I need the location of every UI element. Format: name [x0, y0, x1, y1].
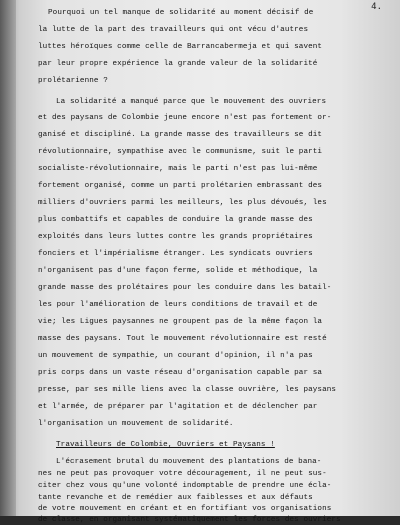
text-line: n'organisent pas d'une façon ferme, solide et méthodique, la	[38, 267, 318, 275]
section-heading: Travailleurs de Colombie, Ouvriers et Paysans !	[56, 441, 275, 449]
text-line: révolutionnaire, sympathise avec le communisme, suit le parti	[38, 148, 323, 156]
text-line: exploités dans leurs luttes contre les grands propriétaires	[38, 233, 313, 241]
text-line: tante revanche et de remédier aux faiblesses et aux défauts	[38, 494, 313, 502]
text-line: la lutte de la part des travailleurs qui ont vécu d'autres	[38, 26, 309, 34]
text-line: pris corps dans un vaste réseau d'organisation capable par sa	[38, 369, 323, 377]
text-line: Pourquoi un tel manque de solidarité au moment décisif de	[48, 9, 314, 17]
text-line: l'organisation un mouvement de solidarité.	[38, 420, 234, 428]
text-line: fonciers et l'impérialisme étranger. Les syndicats ouvriers	[38, 250, 313, 258]
text-line: et des paysans de Colombie jeune encore n'est pas fortement or-	[38, 114, 332, 122]
text-line: socialiste-révolutionnaire, mais le parti n'est pas lui-même	[38, 165, 318, 173]
text-line: luttes héroïques comme celle de Barrancabermeja et qui savent	[38, 43, 323, 51]
text-line: vie; les Ligues paysannes ne groupent pas de la même façon la	[38, 318, 323, 326]
text-line: de votre mouvement en créant et en fortifiant vos organisations	[38, 505, 332, 513]
text-line: et l'armée, de préparer par l'agitation et de déclencher par	[38, 403, 318, 411]
text-line: prolétarienne ?	[38, 77, 108, 85]
text-line: plus combattifs et capables de conduire la grande masse des	[38, 216, 313, 224]
text-line: L'écrasement brutal du mouvement des plantations de bana-	[56, 458, 322, 466]
text-line: La solidarité a manqué parce que le mouvement des ouvriers	[56, 98, 327, 106]
text-line: fortement organisé, comme un parti prolétarien embrassant des	[38, 182, 323, 190]
page-number: 4.	[371, 2, 382, 12]
text-line: nes ne peut pas provoquer votre découragement, il ne peut sus-	[38, 470, 327, 478]
text-line: les pour l'amélioration de leurs conditions de travail et de	[38, 301, 318, 309]
text-line: milliers d'ouvriers parmi les meilleurs, les plus dévoués, les	[38, 199, 327, 207]
text-line: ganisé et discipliné. La grande masse des travailleurs se dit	[38, 131, 323, 139]
text-line: par leur propre expérience la grande valeur de la solidarité	[38, 60, 318, 68]
text-line: masse des paysans. Tout le mouvement révolutionnaire est resté	[38, 335, 327, 343]
text-line: grande masse des prolétaires pour les conduire dans les batail-	[38, 284, 332, 292]
text-line: presse, par ses mille liens avec la classe ouvrière, les paysans	[38, 386, 337, 394]
text-line: de classe, en organisant systématiquement les forces des ouvriers	[38, 516, 341, 524]
text-line: citer chez vous qu'une volonté indomptable de prendre une écla-	[38, 482, 332, 490]
text-line: un mouvement de sympathie, un courant d'opinion, il n'a pas	[38, 352, 313, 360]
